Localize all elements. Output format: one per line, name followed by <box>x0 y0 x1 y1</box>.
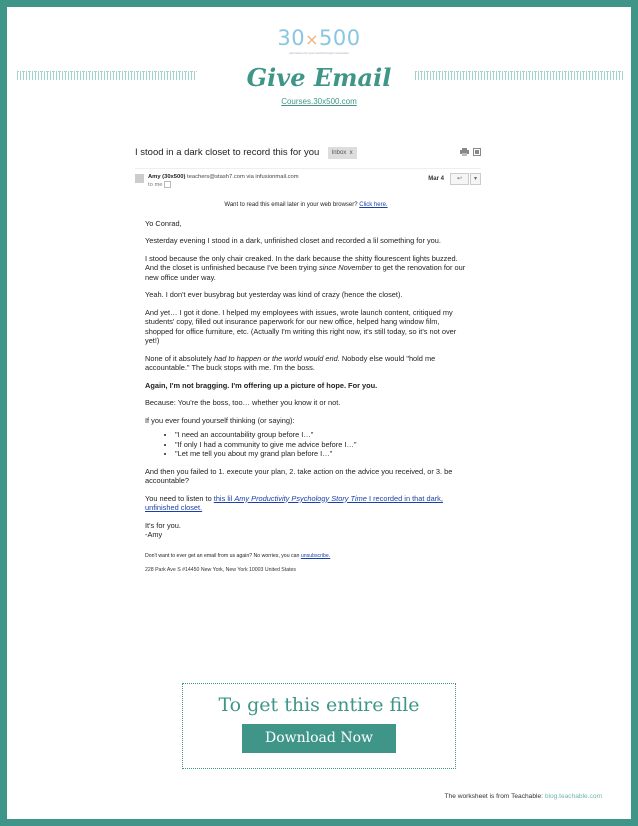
courses-link[interactable]: Courses.30x500.com <box>281 97 357 106</box>
sender-name[interactable]: Amy (30x500) <box>148 174 186 180</box>
paragraph-9: And then you failed to 1. execute your plan, 2. take action on the advice you received, or 3. be accountable? <box>145 466 453 486</box>
bullet-list <box>145 430 467 459</box>
paragraph-1: Yesterday evening I stood in a dark, unfinished closet and recorded a lil something for you. <box>145 236 441 246</box>
unsubscribe-link[interactable]: unsubscribe. <box>300 552 331 559</box>
logo-right: 500 <box>319 26 361 50</box>
email-date: Mar 4 <box>428 176 444 182</box>
download-button[interactable]: Download Now <box>242 724 396 753</box>
signoff <box>145 521 467 540</box>
page-title: Give Email <box>246 63 392 92</box>
more-button[interactable] <box>470 173 481 185</box>
inbox-label-close[interactable]: x <box>349 150 353 156</box>
recipient-line[interactable]: to me <box>148 182 163 189</box>
signoff-line-2: -Amy <box>145 530 163 540</box>
paragraph-2 <box>145 254 467 283</box>
reply-controls <box>450 173 481 185</box>
footer-note <box>445 793 602 800</box>
paragraph-6: Again, I'm not bragging. I'm offering up a picture of hope. For you. <box>145 380 378 390</box>
paragraph-4: And yet… I got it done. I helped my employees with issues, wrote launch content, critiqued my students' copy, filled out insurance paperwork for our new office, helped hang window film, shopped for office furniture, etc. (Actually I'm writing this right now, it's still today, so it's not over yet!) <box>145 307 457 346</box>
cta-title: To get this entire file <box>218 694 420 716</box>
sender-row <box>135 168 481 189</box>
paragraph-10-a: You need to listen to <box>145 493 214 503</box>
reply-icon: ↩ <box>456 176 462 182</box>
paragraph-8: If you ever found yourself thinking (or saying): <box>145 415 295 425</box>
logo-x: × <box>305 30 320 49</box>
web-version-link[interactable]: Click here. <box>359 202 388 209</box>
logo <box>7 27 631 56</box>
logo-wordmark <box>7 27 631 51</box>
list-item: • "Let me tell you about my grand plan before I…" <box>175 449 467 459</box>
footer-link[interactable]: blog.teachable.com <box>544 793 602 800</box>
email-subject: I stood in a dark closet to record this for you <box>135 147 320 159</box>
unsubscribe-note <box>145 552 467 560</box>
paragraph-3: Yeah. I don't ever busybrag but yesterday was kind of crazy (hence the closet). <box>145 290 403 300</box>
list-item: • "If only I had a community to give me advice before I…" <box>175 440 467 450</box>
web-note-text: Want to read this email later in your web browser? <box>224 202 358 209</box>
document-page <box>7 7 631 819</box>
unsubscribe-text: Don't want to ever get an email from us again? No worries, you can <box>145 552 301 559</box>
inbox-label-text: Inbox <box>331 150 347 156</box>
paragraph-7: Because: You're the boss, too… whether you know it or not. <box>145 398 341 408</box>
web-version-note <box>145 201 467 211</box>
list-item: • "I need an accountability group before I…" <box>175 430 467 440</box>
greeting: Yo Conrad, <box>145 218 182 228</box>
email-tools <box>460 148 481 159</box>
logo-left: 30 <box>277 26 306 50</box>
email-screenshot <box>135 147 481 574</box>
paragraph-2-em: since November <box>318 263 373 273</box>
sender-info <box>148 173 428 189</box>
story-link-a: this lil <box>213 493 235 503</box>
recipient-details-icon[interactable] <box>164 181 171 188</box>
paragraph-2-a: I stood because the only chair creaked. In the dark because the shitty flourescent lights buzzed. And the closet is unfinished because I've been trying <box>145 253 458 273</box>
paragraph-5 <box>145 354 467 373</box>
story-link-em: Amy Productivity Psychology Story Time <box>234 493 367 503</box>
email-subject-row <box>135 147 481 159</box>
story-link-b: I recorded in that dark, unfinished closet. <box>145 493 443 513</box>
paragraph-5-a: None of it absolutely <box>145 353 215 363</box>
signoff-line-1: It's for you. <box>145 520 181 530</box>
new-window-icon[interactable] <box>473 148 481 159</box>
paragraph-10 <box>145 494 467 513</box>
footer-text: The worksheet is from Teachable: <box>444 793 545 800</box>
mailing-address: 228 Park Ave S #14450 New York, New York 10003 United States <box>145 566 297 573</box>
inbox-label[interactable] <box>328 147 357 159</box>
paragraph-5-em: had to happen or the world would end. <box>214 353 340 363</box>
reply-button[interactable] <box>450 173 469 185</box>
print-icon[interactable] <box>460 148 469 159</box>
download-cta <box>182 683 456 769</box>
sender-address: teachers@stash7.com via infusionmail.com <box>187 174 299 180</box>
avatar <box>135 174 144 183</box>
paragraph-5-b: Nobody else would "hold me accountable." The buck stops with me. I'm the boss. <box>145 353 436 373</box>
logo-tagline: permission for your world through connection <box>289 51 349 55</box>
chevron-down-icon: ▾ <box>473 176 477 182</box>
email-body <box>135 201 481 574</box>
paragraph-2-b: to get the renovation for our new office under way. <box>145 263 466 282</box>
